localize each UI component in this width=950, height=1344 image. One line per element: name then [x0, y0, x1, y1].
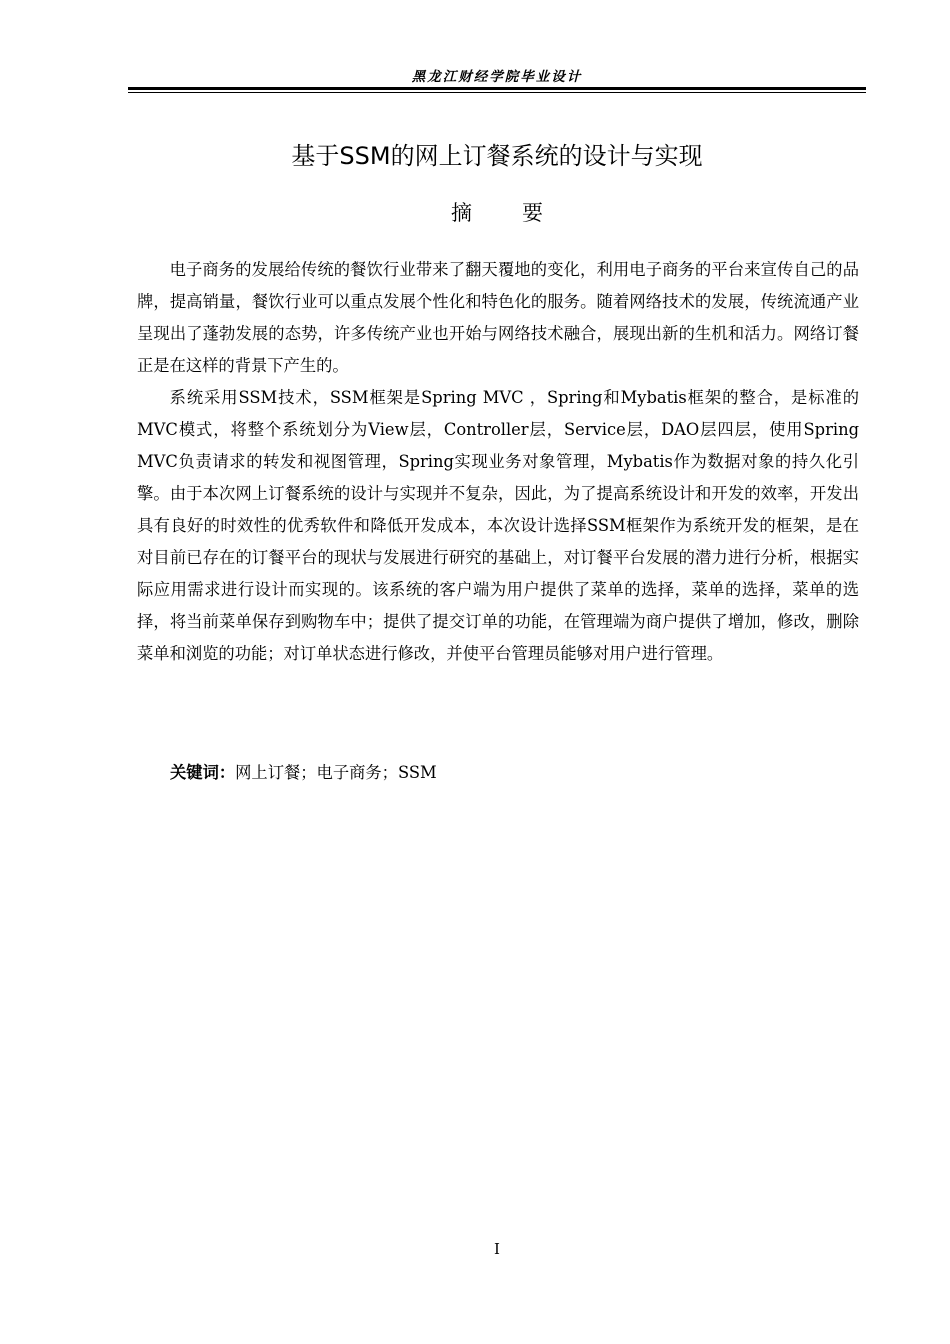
- abstract-heading-second: 要: [522, 201, 543, 225]
- header-rule-thin: [128, 92, 866, 93]
- keywords-label: 关键词：: [170, 763, 236, 782]
- document-title: 基于SSM的网上订餐系统的设计与实现: [291, 142, 703, 170]
- abstract-heading: [128, 195, 866, 231]
- page-number: I: [494, 1240, 500, 1258]
- keywords: [170, 757, 860, 789]
- abstract-paragraph-2: 系统采用SSM技术，SSM框架是Spring MVC ，Spring和Mybatis框架的整合，是标准的MVC模式，将整个系统划分为View层，Controller层，Service层，DAO层四层，使用Spring MVC负责请求的转发和视图管理，Spring实现业务对象管理，Mybatis作为数据对象的持久化引擎。由于本次网上订餐系统的设计与实现并不复杂，因此，为了提高系统设计和开发的效率，开发出具有良好的时效性的优秀软件和降低开发成本，本次设计选择SSM框架作为系统开发的框架，是在对目前已存在的订餐平台的现状与发展进行研究的基础上，对订餐平台发展的潜力进行分析，根据实际应用需求进行设计而实现的。该系统的客户端为用户提供了菜单的选择，菜单的选择，菜单的选择，将当前菜单保存到购物车中；提供了提交订单的功能，在管理端为商户提供了增加，修改，删除菜单和浏览的功能；对订单状态进行修改，并使平台管理员能够对用户进行管理。: [137, 388, 859, 663]
- abstract-body: [137, 254, 859, 670]
- keywords-value: 网上订餐；电子商务；SSM: [235, 763, 437, 782]
- running-header: 黑龙江财经学院毕业设计: [411, 69, 583, 85]
- abstract-paragraph-1: 电子商务的发展给传统的餐饮行业带来了翻天覆地的变化，利用电子商务的平台来宣传自己的品牌，提高销量，餐饮行业可以重点发展个性化和特色化的服务。随着网络技术的发展，传统流通产业呈现出了蓬勃发展的态势，许多传统产业也开始与网络技术融合，展现出新的生机和活力。网络订餐正是在这样的背景下产生的。: [137, 260, 859, 375]
- header-rule-thick: [128, 87, 866, 90]
- abstract-heading-first: 摘: [451, 201, 472, 225]
